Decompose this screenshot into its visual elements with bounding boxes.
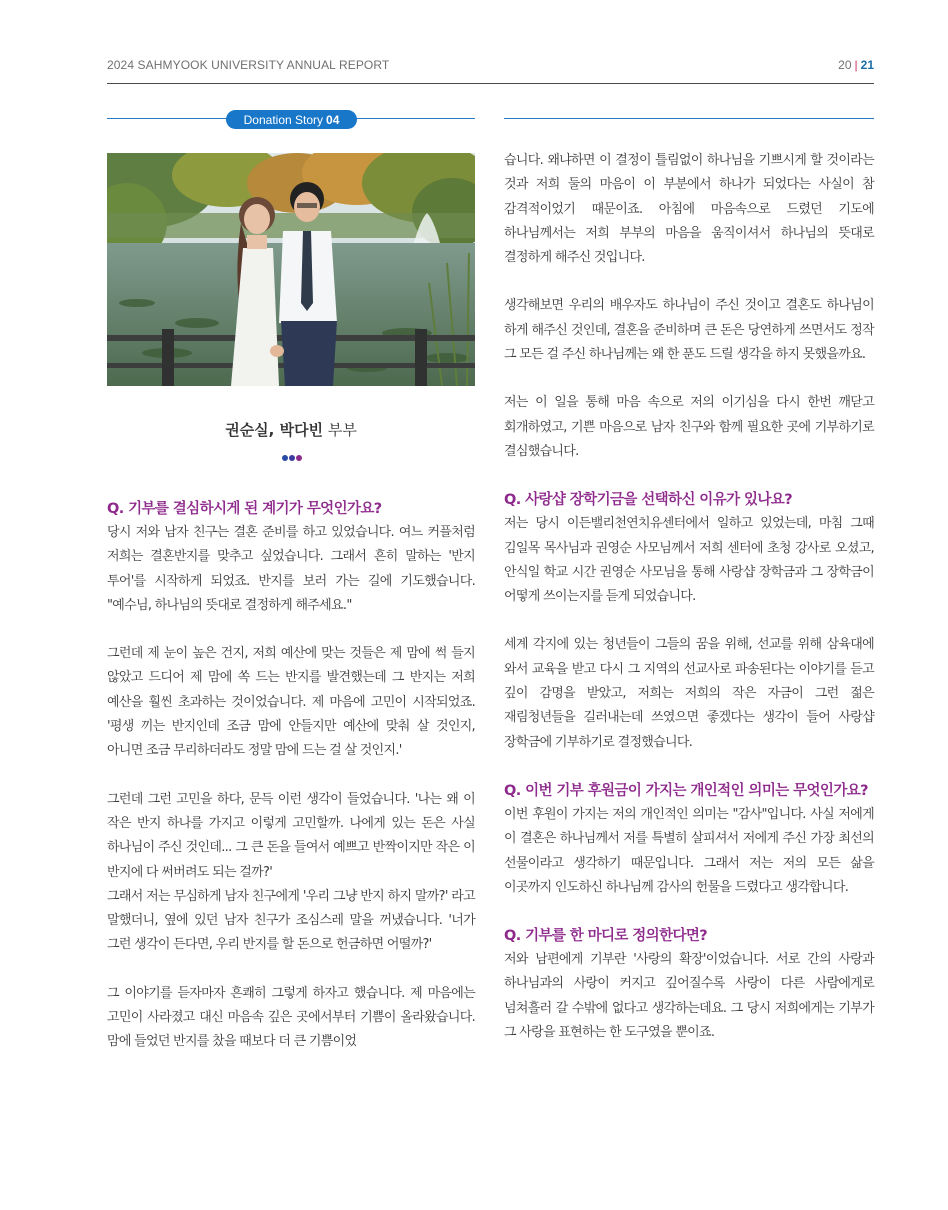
header-divider (107, 83, 874, 84)
question-1: Q. 기부를 결심하시게 된 계기가 무엇인가요? (107, 501, 382, 517)
dot-purple-icon (296, 455, 302, 461)
tag-line-right (356, 118, 475, 119)
column-rule-right (504, 118, 874, 119)
donation-story-badge (226, 110, 357, 129)
answer-1-paragraph-7: 생각해보면 우리의 배우자도 하나님이 주신 것이고 결혼도 하나님이 하게 해주신 것인데, 결혼을 준비하며 큰 돈은 당연하게 쓰면서도 정작 그 모든 걸 주신 하나님께는 왜 한 푼도 드릴 생각을 하지 못했을까요. (504, 298, 874, 363)
answer-3-paragraph: 이번 후원이 가지는 저의 개인적인 의미는 "감사"입니다. 사실 저에게 이 결혼은 하나님께서 저를 특별히 살피셔서 저에게 주신 가장 최선의 선물이라고 생각하기 때문입니다. 그래서 저는 저의 모든 삶을 이곳까지 인도하신 하나님께 감사의 헌물을 드렸다고 생각합니다. (504, 806, 874, 895)
question-3: Q. 이번 기부 후원금이 가지는 개인적인 의미는 무엇인가요? (504, 782, 868, 799)
tag-line-left (107, 118, 227, 119)
answer-2-paragraph-2: 세계 각지에 있는 청년들이 그들의 꿈을 위해, 선교를 위해 삼육대에 와서 교육을 받고 다시 그 지역의 선교사로 파송된다는 이야기를 듣고 깊이 감명을 받았고, 저희는 저희의 작은 자금이 그런 젊은 재림청년들을 길러내는데 쓰였으면 좋겠다는 생각이 들어 사랑샵 장학금에 기부하기로 결정했습니다. (504, 637, 874, 750)
page-numbers (838, 58, 874, 72)
couple-caption (107, 419, 475, 440)
dot-blue-icon (282, 455, 288, 461)
page-separator: | (854, 58, 858, 72)
couple-suffix: 부부 (323, 421, 357, 439)
answer-2-paragraph-1: 저는 당시 이든밸리천연치유센터에서 일하고 있었는데, 마침 그때 김일목 목사님과 권영순 사모님께서 저희 센터에 초청 강사로 오셨고, 안식일 학교 시간 권영순 사모님을 통해 사랑샵 장학금과 그 장학금이 어떻게 쓰이는지를 듣게 되었습니다. (504, 516, 874, 605)
right-column (504, 149, 874, 1045)
couple-photo (107, 153, 475, 386)
page-number-left: 20 (838, 58, 852, 72)
badge-label: Donation Story (243, 112, 324, 127)
page-number-right: 21 (860, 58, 874, 72)
question-4: Q. 기부를 한 마디로 정의한다면? (504, 928, 708, 945)
answer-1-paragraph-2: 그런데 제 눈이 높은 건지, 저희 예산에 맞는 것들은 제 맘에 썩 들지 않았고 드디어 제 맘에 쏙 드는 반지를 발견했는데 그 반지는 저희 예산을 훨씬 초과하는 것이었습니다. 제 마음에 고민이 시작되었죠. '평생 끼는 반지인데 조금 맘에 안들지만 예산에 맞춰 살 것인지, 아니면 조금 무리하더라도 정말 맘에 드는 걸 살 것인지.' (107, 646, 475, 759)
answer-1-paragraph-5: 그 이야기를 듣자마자 흔쾌히 그렇게 하자고 했습니다. 제 마음에는 고민이 사라졌고 대신 마음속 깊은 곳에서부터 기쁨이 올라왔습니다. 맘에 들었던 반지를 찼을 때보다 더 큰 기쁨이었 (107, 985, 475, 1050)
badge-number: 04 (326, 112, 340, 127)
answer-1-paragraph-6: 습니다. 왜냐하면 이 결정이 틀림없이 하나님을 기쁘시게 할 것이라는 것과 저희 둘의 마음이 이 부분에서 하나가 되었다는 사실이 참 감격적이었기 때문이죠. 아침에 마음속으로 드렸던 기도에 하나님께서는 저희 부부의 마음을 움직이셔서 하나님의 뜻대로 결정하게 해주신 것입니다. (504, 153, 874, 266)
answer-1-paragraph-4: 그래서 저는 무심하게 남자 친구에게 '우리 그냥 반지 하지 말까?' 라고 말했더니, 옆에 있던 남자 친구가 조심스레 말을 꺼냈습니다. '너가 그런 생각이 든다면, 우리 반지를 할 돈으로 헌금하면 어떨까?' (107, 888, 475, 953)
couple-names: 권순실, 박다빈 (225, 421, 324, 439)
answer-1-paragraph-1: 당시 저와 남자 친구는 결혼 준비를 하고 있었습니다. 여느 커플처럼 저희는 결혼반지를 맞추고 싶었습니다. 그래서 흔히 말하는 '반지 투어'를 시작하게 되었죠. 반지를 보러 가는 길에 기도했습니다. "예수님, 하나님의 뜻대로 결정하게 해주세요." (107, 525, 475, 613)
question-2: Q. 사랑샵 장학기금을 선택하신 이유가 있나요? (504, 492, 793, 509)
answer-4-paragraph: 저와 남편에게 기부란 '사랑의 확장'이었습니다. 서로 간의 사랑과 하나님과의 사랑이 커지고 깊어질수록 사랑이 다른 사람에게로 넘쳐흘러 갈 수밖에 없다고 생각하는데요. 그 당시 저희에게는 기부가 그 사랑을 표현하는 한 도구였을 뿐이죠. (504, 952, 874, 1041)
left-column (107, 497, 475, 1055)
answer-1-paragraph-8: 저는 이 일을 통해 마음 속으로 저의 이기심을 다시 한번 깨닫고 회개하였고, 기쁜 마음으로 남자 친구와 함께 필요한 곳에 기부하기로 결심했습니다. (504, 395, 874, 459)
report-title: 2024 SAHMYOOK UNIVERSITY ANNUAL REPORT (107, 58, 390, 72)
decorative-dots (282, 455, 302, 461)
answer-1-paragraph-3: 그런데 그런 고민을 하다, 문득 이런 생각이 들었습니다. '나는 왜 이 작은 반지 하나를 가지고 이렇게 고민할까. 나에게 있는 돈은 사실 하나님이 주신 것인데... 그 큰 돈을 들여서 예쁘고 반짝이지만 작은 이 반지에 다 써버려도 되는 걸까?' (107, 791, 475, 880)
dot-indigo-icon (289, 455, 295, 461)
